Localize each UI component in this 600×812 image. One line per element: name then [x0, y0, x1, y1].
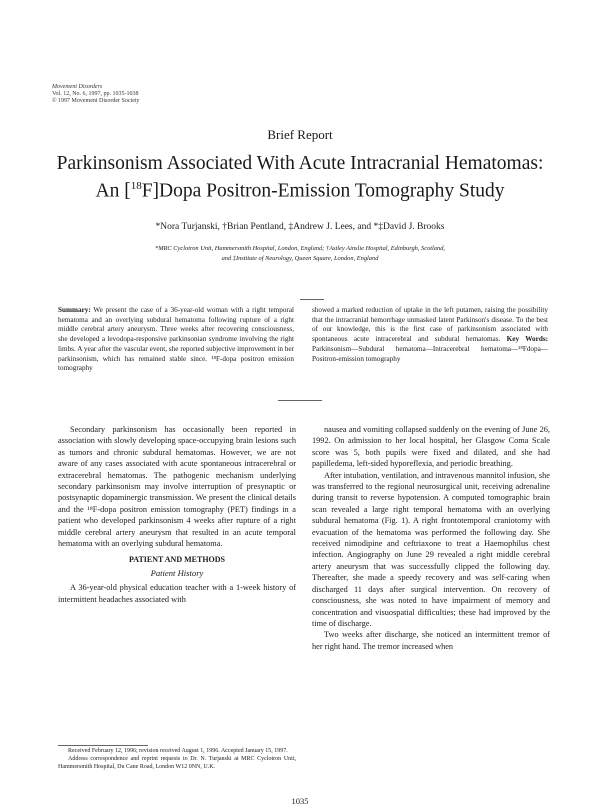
affiliations: [60, 244, 540, 264]
right-paragraph-1: nausea and vomiting collapsed suddenly on the evening of June 26, 1992. On admission to her local hospital, her Glasgow Coma Scale score was 5, both pupils were fixed and dilated, and she had papilledema, left-sided hyporeflexia, and periodic breathing.: [312, 425, 550, 469]
title-line-2: An [$^{18}$F]Dopa Positron-Emission Tomography Study: [95, 180, 505, 202]
title-line-1: Parkinsonism Associated With Acute Intracranial Hematomas:: [56, 153, 544, 174]
section-label: Brief Report: [267, 127, 333, 142]
footnotes: [58, 748, 296, 771]
divider-top: [300, 299, 324, 300]
section-heading: PATIENT AND METHODS: [128, 555, 225, 565]
footnote-correspondence: Address correspondence and reprint requests to Dr. N. Turjanski at MRC Cyclotron Unit, Hammersmith Hospital, Du Cane Road, London W12 0NN, U.K.: [58, 755, 296, 770]
abstract-left: [58, 306, 294, 374]
divider-mid: [278, 400, 322, 401]
affiliation-line-1: *MRC Cyclotron Unit, Hammersmith Hospital, London, England; †Astley Ainslie Hospital, Edinburgh, Scotland,: [155, 245, 445, 252]
article-title: [40, 152, 560, 203]
right-paragraph-3: Two weeks after discharge, she noticed an intermittent tremor of her right hand. The tremor increased when: [312, 630, 550, 651]
affiliation-line-2: and ‡Institute of Neurology, Queen Square, London, England: [221, 255, 379, 262]
body-column-left: [58, 424, 296, 605]
journal-volume: Vol. 12, No. 6, 1997, pp. 1035-1038: [52, 91, 139, 97]
abstract-text-right: showed a marked reduction of uptake in the left putamen, raising the possibility that the intracranial hemorrhage unmasked latent Parkinson's disease. To the best of our knowledge, this is the first case of parkinsonism associated with spontaneous acute intracerebral and subdural hematomas.: [312, 306, 548, 344]
journal-name: Movement Disorders: [52, 84, 103, 90]
body-column-right: [312, 424, 550, 652]
intro-paragraph: Secondary parkinsonism has occasionally been reported in association with slowly developing space-occupying brain lesions such as tumors and chronic subdural hematomas. However, we are not aware of any cases associated with acute spontaneous intracerebral or extracerebral hematomas. The pathogenic mechanism underlying secondary parkinsonism may involve interruption of presynaptic or postsynaptic dopaminergic transmission. We present the clinical details and the ¹⁸F-dopa positron emission tomography (PET) findings in a patient who developed parkinsonism 4 weeks after rupture of a right middle cerebral artery aneurysm that resulted in an acute temporal hematoma with an overlying subdural hematoma.: [58, 425, 296, 549]
abstract-label: Summary:: [58, 306, 91, 314]
right-paragraph-2: After intubation, ventilation, and intravenous mannitol infusion, she was transferred to the regional neurosurgical unit, receiving adrenaline during transit to reverse hypotension. A computed tomographic brain scan revealed a large right temporal hematoma with an overlying subdural hematoma (Fig. 1). A right frontotemporal craniotomy with evacuation of the hematoma was performed the following day. She received nimodipine and ceftriaxone to treat a Haemophilus chest infection. Angiography on June 29 revealed a right middle cerebral artery aneurysm that was successfully clipped the following day. Thereafter, she made a speedy recovery and was self-caring when discharged 11 days after surgical intervention. On recovery of consciousness, she was noted to have impairment of memory and concentration and visuospatial difficulties; these had improved by the time of discharge.: [312, 470, 550, 628]
abstract-text-left: We present the case of a 36-year-old woman with a right temporal hematoma and an overlying subdural hematoma following rupture of a right middle cerebral artery aneurysm. Three weeks after recovering consciousness, she developed a levodopa-responsive parkinsonian syndrome involving the right limbs. A year after the vascular event, she reported subjective improvement in her parkinsonism, which has remained stable since. ¹⁸F-dopa positron emission tomography: [58, 306, 295, 373]
abstract-right: [312, 306, 548, 364]
journal-copyright: © 1997 Movement Disorder Society: [52, 98, 140, 104]
journal-header: [52, 84, 140, 105]
keywords-label: Key Words:: [506, 335, 549, 344]
history-paragraph: A 36-year-old physical education teacher with a 1-week history of intermittent headaches associated with: [58, 583, 296, 604]
author-list: *Nora Turjanski, †Brian Pentland, ‡Andrew J. Lees, and *‡David J. Brooks: [155, 222, 445, 232]
footnote-divider: [58, 745, 148, 746]
keywords-text: Parkinsonism—Subdural hematoma—Intracerebral hematoma—¹⁸Fdopa—Positron-emission tomography: [312, 344, 548, 363]
page-number: 1035: [291, 796, 309, 806]
subsection-heading: Patient History: [150, 567, 204, 578]
footnote-received: Received February 12, 1996; revision received August 1, 1996. Accepted January 15, 1997.: [68, 748, 288, 754]
